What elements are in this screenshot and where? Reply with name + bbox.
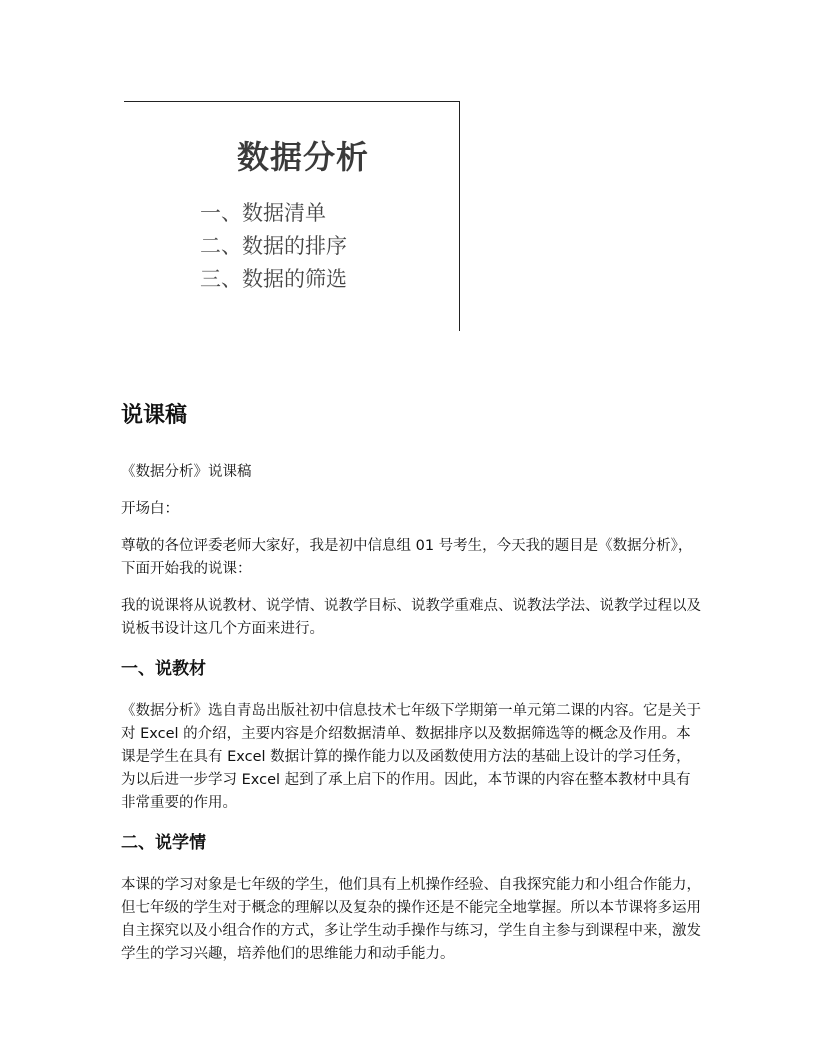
title-box xyxy=(124,101,460,331)
document-subtitle: 《数据分析》说课稿 xyxy=(121,464,252,480)
document-body xyxy=(121,398,701,980)
box-heading: 数据分析 xyxy=(236,138,369,176)
section-heading-textbook: 一、说教材 xyxy=(121,659,206,679)
box-outline-list xyxy=(200,197,347,296)
section-paragraph-textbook: 《数据分析》选自青岛出版社初中信息技术七年级下学期第一单元第二课的内容。它是关于对 Excel 的介绍，主要内容是介绍数据清单、数据排序以及数据筛选等的概念及作用。本课是学生在具有 Excel 数据计算的操作能力以及函数使用方法的基础上设计的学习任务，为以后进一步学习 Excel 起到了承上启下的作用。因此，本节课的内容在整本教材中具有非常重要的作用。 xyxy=(121,703,701,811)
box-outline-item: 二、数据的排序 xyxy=(200,234,347,258)
section-heading-students: 二、说学情 xyxy=(121,833,206,853)
document-title: 说课稿 xyxy=(121,403,188,428)
outline-paragraph: 我的说课将从说教材、说学情、说教学目标、说教学重难点、说教法学法、说教学过程以及说板书设计这几个方面来进行。 xyxy=(121,598,701,637)
box-outline-item: 三、数据的筛选 xyxy=(200,267,347,291)
opening-label: 开场白： xyxy=(121,501,179,517)
opening-paragraph: 尊敬的各位评委老师大家好，我是初中信息组 01 号考生，今天我的题目是《数据分析》，下面开始我的说课： xyxy=(121,538,693,577)
box-outline-item: 一、数据清单 xyxy=(200,201,326,225)
section-paragraph-students: 本课的学习对象是七年级的学生，他们具有上机操作经验、自我探究能力和小组合作能力，但七年级的学生对于概念的理解以及复杂的操作还是不能完全地掌握。所以本节课将多运用自主探究以及小组合作的方式，多让学生动手操作与练习，学生自主参与到课程中来，激发学生的学习兴趣，培养他们的思维能力和动手能力。 xyxy=(121,877,701,962)
